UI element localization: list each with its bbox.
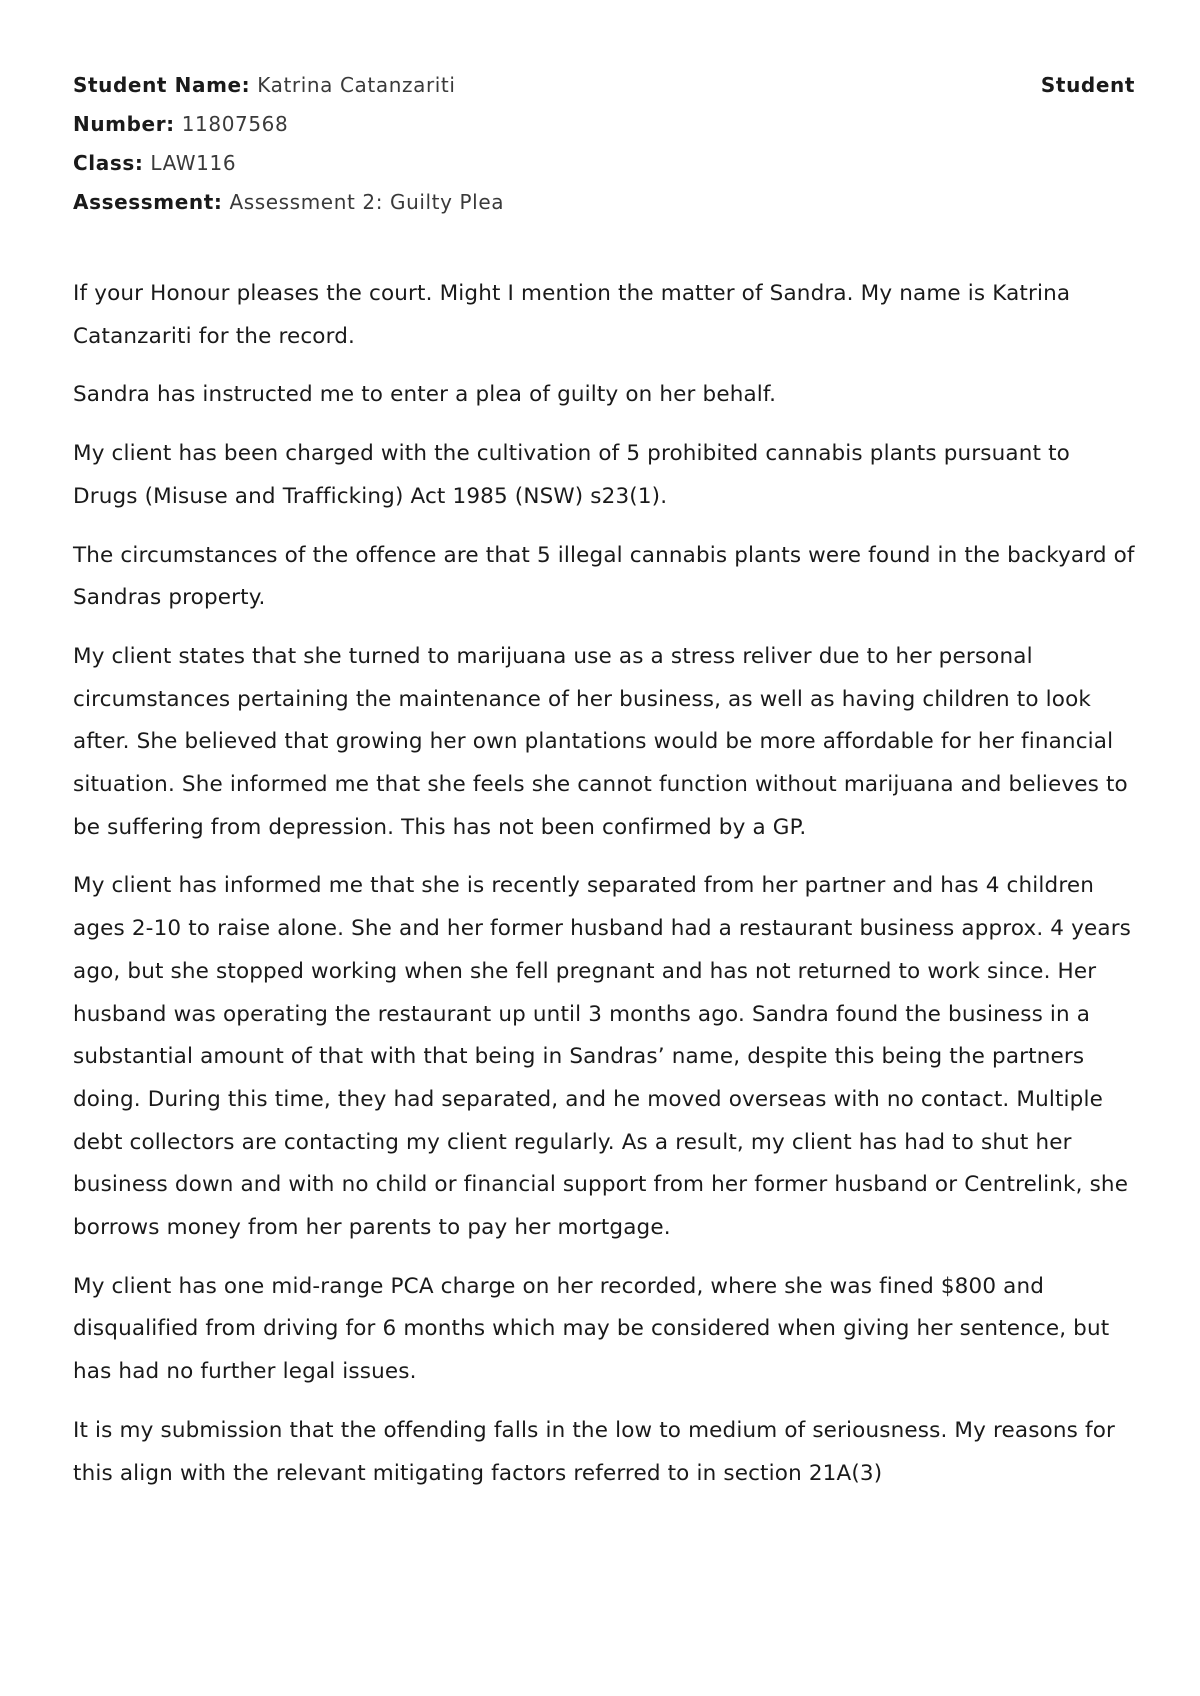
class-line xyxy=(73,144,1135,183)
student-name-line xyxy=(73,66,1135,105)
student-name-label: Student Name: xyxy=(73,73,251,97)
class-value: LAW116 xyxy=(150,151,237,175)
assessment-line xyxy=(73,183,1135,222)
paragraph-seriousness: It is my submission that the offending falls in the low to medium of seriousness. My reasons for this align with the relevant mitigating factors referred to in section 21A(3) xyxy=(73,1417,1115,1486)
paragraph-circumstances: The circumstances of the offence are that 5 illegal cannabis plants were found in the backyard of Sandras property. xyxy=(73,542,1135,611)
document-page xyxy=(73,66,1135,1511)
paragraph-plea: Sandra has instructed me to enter a plea of guilty on her behalf. xyxy=(73,382,777,408)
student-number-value: 11807568 xyxy=(181,112,289,136)
paragraph-prior-record: My client has one mid-range PCA charge on her recorded, where she was fined $800 and disqualified from driving for 6 months which may be considered when giving her sentence, but has had no further legal issues. xyxy=(73,1273,1110,1385)
class-label: Class: xyxy=(73,151,144,175)
student-number-label: Number: xyxy=(73,112,175,136)
paragraph-client-statement: My client states that she turned to marijuana use as a stress reliver due to her personal circumstances pertaining the maintenance of her business, as well as having children to look after. She believed that growing her own plantations would be more affordable for her financial situation. She informed me that she feels she cannot function without marijuana and believes to be suffering from depression. This has not been confirmed by a GP. xyxy=(73,643,1128,840)
paragraph-charge: My client has been charged with the cultivation of 5 prohibited cannabis plants pursuant to Drugs (Misuse and Trafficking) Act 1985 (NSW) s23(1). xyxy=(73,441,1070,509)
student-name-value: Katrina Catanzariti xyxy=(257,73,456,97)
student-number-line xyxy=(73,105,1135,144)
assessment-label: Assessment: xyxy=(73,190,223,214)
assessment-value: Assessment 2: Guilty Plea xyxy=(229,190,505,214)
paragraph-personal-background: My client has informed me that she is recently separated from her partner and has 4 children ages 2-10 to raise alone. She and her former husband had a restaurant business approx. 4 years ago, but she stopped working when she fell pregnant and has not returned to work since. Her husband was operating the restaurant up until 3 months ago. Sandra found the business in a substantial amount of that with that being in Sandras’ name, despite this being the partners doing. During this time, they had separated, and he moved overseas with no contact. Multiple debt collectors are contacting my client regularly. As a result, my client has had to shut her business down and with no child or financial support from her former husband or Centrelink, she borrows money from her parents to pay her mortgage. xyxy=(73,873,1132,1241)
student-number-label-start: Student xyxy=(1040,73,1135,97)
paragraph-introduction: If your Honour pleases the court. Might I mention the matter of Sandra. My name is Katrina Catanzariti for the record. xyxy=(73,281,1071,349)
submission-body xyxy=(73,273,1135,1495)
